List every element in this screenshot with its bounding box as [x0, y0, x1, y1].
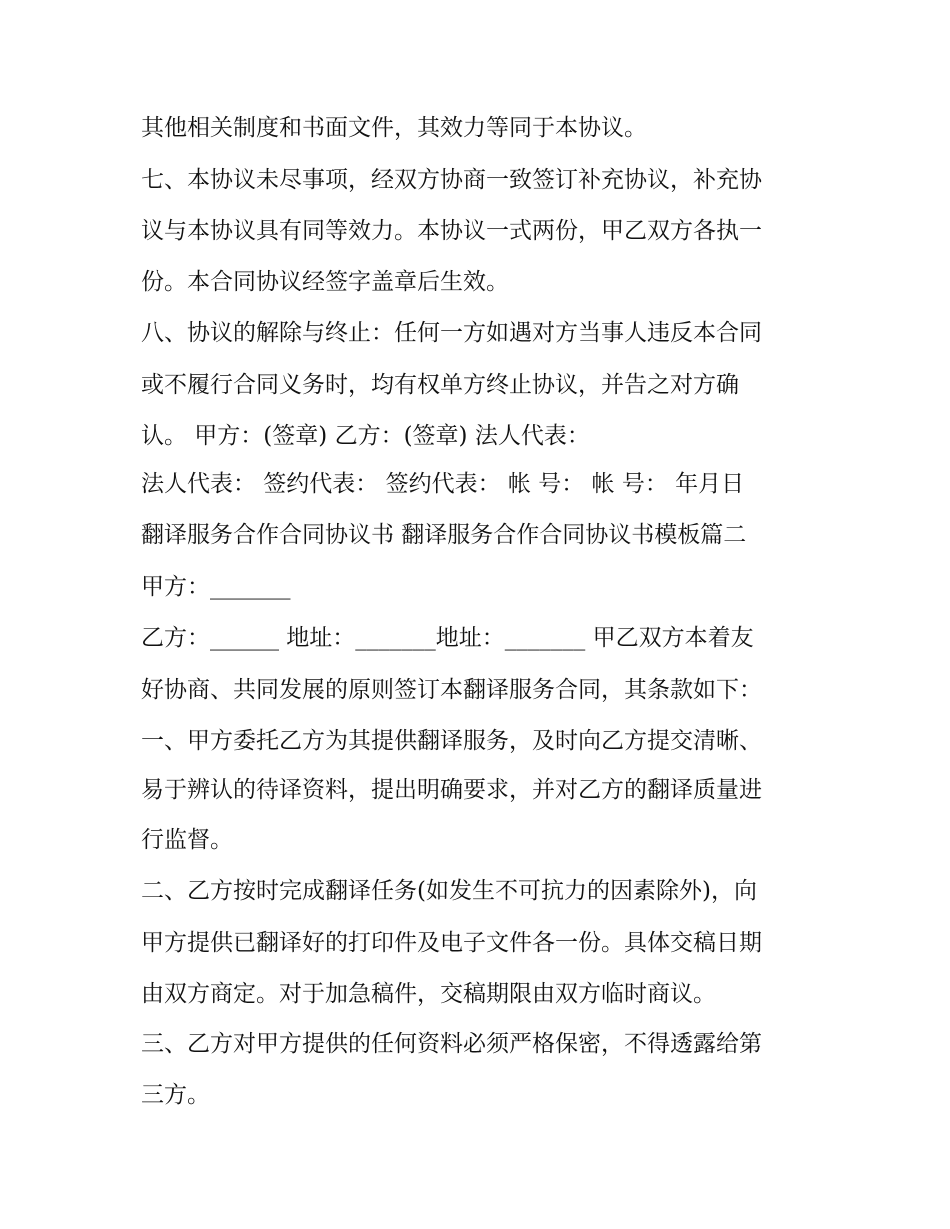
text-line: 易于辨认的待译资料，提出明确要求，并对乙方的翻译质量进: [141, 777, 762, 803]
text-line: 行监督。: [141, 827, 233, 853]
text-line: 或不履行合同义务时，均有权单方终止协议，并告之对方确: [141, 372, 739, 398]
text-line: 七、本协议未尽事项，经双方协商一致签订补充协议，补充协: [141, 167, 762, 193]
text-line: 好协商、共同发展的原则签订本翻译服务合同，其条款如下：: [141, 677, 762, 703]
text-line: 甲方：_______: [141, 574, 291, 600]
text-line: 认。 甲方：(签章) 乙方：(签章) 法人代表：: [141, 423, 590, 449]
text-line: 其他相关制度和书面文件，其效力等同于本协议。: [141, 115, 647, 141]
text-line: 由双方商定。对于加急稿件，交稿期限由双方临时商议。: [141, 981, 716, 1007]
text-line: 翻译服务合作合同协议书 翻译服务合作合同协议书模板篇二: [141, 522, 747, 548]
text-line: 甲方提供已翻译好的打印件及电子文件各一份。具体交稿日期: [141, 930, 762, 956]
text-line: 三、乙方对甲方提供的任何资料必须严格保密，不得透露给第: [141, 1031, 762, 1057]
text-line: 乙方：______ 地址：_______地址：_______ 甲乙双方本着友: [141, 625, 754, 651]
text-line: 八、协议的解除与终止：任何一方如遇对方当事人违反本合同: [141, 320, 762, 346]
text-line: 二、乙方按时完成翻译任务(如发生不可抗力的因素除外)，向: [141, 878, 757, 904]
text-line: 三方。: [141, 1082, 210, 1108]
text-line: 议与本协议具有同等效力。本协议一式两份，甲乙双方各执一: [141, 218, 762, 244]
text-line: 份。本合同协议经签字盖章后生效。: [141, 269, 509, 295]
text-line: 法人代表： 签约代表： 签约代表： 帐 号： 帐 号： 年月日: [141, 471, 745, 497]
text-line: 一、甲方委托乙方为其提供翻译服务，及时向乙方提交清晰、: [141, 728, 762, 754]
